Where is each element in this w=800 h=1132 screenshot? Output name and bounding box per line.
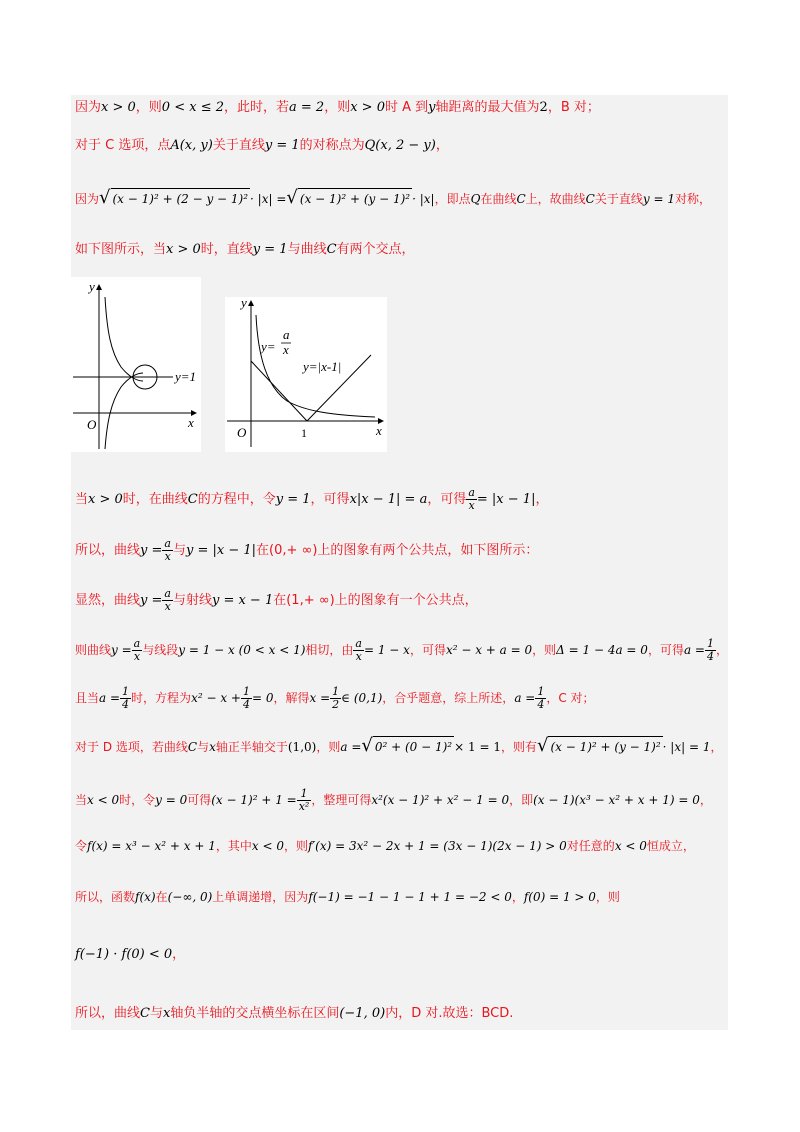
text-segment: 与 bbox=[172, 543, 186, 558]
sqrt-sign: √ bbox=[99, 187, 111, 208]
numerator: 1 bbox=[332, 685, 340, 698]
text-segment: 与线段 bbox=[142, 643, 179, 657]
denominator: x bbox=[164, 600, 171, 613]
denominator: 4 bbox=[122, 698, 130, 711]
graph-a-over-x bbox=[225, 297, 387, 452]
segment-1-minus-x bbox=[251, 361, 307, 421]
text-segment: ，可得 bbox=[427, 492, 467, 507]
text-segment: 所以，函数 bbox=[75, 890, 136, 904]
text-segment: 令 bbox=[75, 839, 88, 853]
text-segment: 在曲线 bbox=[480, 192, 517, 206]
denominator: x bbox=[133, 650, 141, 663]
text-segment: 时，令 bbox=[119, 793, 156, 807]
text-segment: ， bbox=[511, 890, 524, 904]
text-segment: ，B 对； bbox=[547, 100, 600, 115]
text-segment: ，C 对； bbox=[546, 691, 595, 705]
text-segment: 内，D 对.故选：BCD. bbox=[385, 1006, 514, 1021]
denominator: 4 bbox=[537, 698, 545, 711]
math: x bbox=[209, 740, 216, 754]
math: y = 1 bbox=[275, 492, 311, 507]
text-line bbox=[75, 686, 595, 711]
text-line bbox=[75, 136, 449, 156]
text-segment: 且当 bbox=[75, 691, 100, 705]
math: x > 0 bbox=[88, 492, 123, 507]
text-segment: 对于 C 选项，点 bbox=[75, 138, 171, 153]
math: a = 2 bbox=[289, 100, 325, 115]
text-segment: 因为 bbox=[75, 100, 102, 115]
text-segment: ，则 bbox=[316, 740, 341, 754]
math: = 0 bbox=[251, 691, 274, 705]
text-line bbox=[75, 1004, 513, 1024]
text-segment: ，整理可得 bbox=[311, 793, 372, 807]
denominator: 4 bbox=[706, 650, 714, 663]
origin-label: O bbox=[237, 425, 247, 440]
text-line bbox=[75, 736, 723, 757]
math: (x − 1)(x³ − x² + x + 1) = 0 bbox=[533, 793, 700, 807]
graph-curve-c-svg bbox=[71, 277, 201, 452]
math: ∈ (0,1) bbox=[341, 691, 383, 705]
numerator: a bbox=[133, 637, 141, 650]
text-segment: 关于直线 bbox=[212, 138, 265, 153]
text-segment: 恒成立， bbox=[646, 839, 695, 853]
math: C bbox=[187, 492, 198, 507]
abs-label: y=|x-1| bbox=[303, 359, 342, 374]
text-segment: 与射线 bbox=[172, 593, 212, 608]
math: x < 0 bbox=[251, 839, 284, 853]
denominator: x bbox=[355, 650, 362, 663]
text-segment: 时，方程为 bbox=[131, 691, 192, 705]
text-segment: 与 bbox=[149, 1006, 163, 1021]
text-segment: 上，故曲线 bbox=[525, 192, 586, 206]
denominator: 2 bbox=[332, 698, 340, 711]
math: 0 < x ≤ 2 bbox=[161, 100, 224, 115]
origin-label: O bbox=[87, 417, 97, 432]
numerator: 1 bbox=[706, 637, 714, 650]
numerator: a bbox=[164, 587, 171, 600]
sqrt-sign: √ bbox=[536, 735, 549, 756]
text-line bbox=[75, 240, 415, 260]
text-line bbox=[75, 638, 728, 663]
fraction bbox=[241, 686, 252, 711]
math: f(x) bbox=[135, 890, 156, 904]
math: (−∞, 0) bbox=[167, 890, 213, 904]
math: C bbox=[140, 1006, 150, 1021]
fraction bbox=[120, 686, 131, 711]
text-segment: ，则 bbox=[324, 100, 351, 115]
math: y = 1 bbox=[252, 242, 288, 257]
math: A(x, y) bbox=[170, 138, 213, 153]
curve-label-denominator: x bbox=[283, 342, 289, 357]
math: x < 0 bbox=[87, 793, 120, 807]
text-segment: 所以，曲线 bbox=[75, 543, 141, 558]
math: a = bbox=[99, 691, 121, 705]
math: y = 0 bbox=[155, 793, 188, 807]
math: C bbox=[187, 740, 198, 754]
graph-curve-c bbox=[71, 277, 201, 452]
sqrt-sign: √ bbox=[361, 735, 373, 756]
text-segment: 有两个交点， bbox=[336, 242, 415, 257]
denominator: x bbox=[164, 550, 171, 563]
y-axis-label: y bbox=[241, 297, 247, 310]
text-segment: ，其中 bbox=[215, 839, 252, 853]
math: y = |x − 1| bbox=[185, 543, 256, 558]
text-line bbox=[75, 588, 478, 613]
text-segment: 如下图所示，当 bbox=[75, 242, 167, 257]
text-segment: ，则 bbox=[595, 890, 620, 904]
text-segment: ， bbox=[710, 740, 723, 754]
fraction bbox=[162, 588, 173, 613]
text-segment: 时，在曲线 bbox=[122, 492, 188, 507]
text-segment: ，即点 bbox=[434, 192, 471, 206]
math: y = 1 bbox=[264, 138, 300, 153]
text-segment: 在(1,+ ∞)上的图象有一个公共点， bbox=[273, 593, 478, 608]
fraction bbox=[162, 538, 173, 563]
math: · |x| bbox=[412, 192, 435, 206]
math: = 1 − x bbox=[363, 643, 410, 657]
math: a = bbox=[340, 740, 362, 754]
math: C bbox=[326, 242, 337, 257]
text-segment: 则曲线 bbox=[75, 643, 112, 657]
math: x bbox=[162, 1006, 171, 1021]
text-line bbox=[75, 788, 712, 813]
sqrt-sign: √ bbox=[286, 187, 298, 208]
math: f(0) = 1 > 0 bbox=[523, 890, 596, 904]
fraction bbox=[535, 686, 546, 711]
text-segment: ， bbox=[535, 492, 549, 507]
text-segment: 轴负半轴的交点横坐标在区间 bbox=[170, 1006, 340, 1021]
math: (1,0) bbox=[287, 740, 317, 754]
curve-lower bbox=[105, 373, 143, 449]
text-segment: 显然，曲线 bbox=[75, 593, 141, 608]
math: y = bbox=[140, 593, 163, 608]
text-segment: 因为 bbox=[75, 192, 100, 206]
fraction bbox=[466, 487, 477, 512]
denominator: x bbox=[468, 499, 475, 512]
fraction bbox=[297, 788, 312, 813]
fraction bbox=[705, 638, 716, 663]
x-axis-label: x bbox=[188, 415, 194, 430]
text-segment: ，即 bbox=[509, 793, 534, 807]
math: x > 0 bbox=[166, 242, 201, 257]
text-segment: 对任意的 bbox=[566, 839, 615, 853]
tick-label-1: 1 bbox=[301, 426, 307, 440]
text-line bbox=[75, 98, 600, 118]
math: y bbox=[428, 100, 436, 115]
math: · |x| = 1 bbox=[662, 740, 711, 754]
text-line bbox=[75, 945, 185, 965]
math: (−1, 0) bbox=[339, 1006, 386, 1021]
text-segment: 的方程中，令 bbox=[197, 492, 276, 507]
text-line bbox=[75, 887, 620, 907]
math: x > 0 bbox=[350, 100, 385, 115]
denominator: 4 bbox=[242, 698, 250, 711]
math: y = x − 1 bbox=[211, 593, 274, 608]
math: f(−1) = −1 − 1 − 1 + 1 = −2 < 0 bbox=[308, 890, 512, 904]
text-segment: ，可得 bbox=[409, 643, 446, 657]
math: y = bbox=[111, 643, 132, 657]
math: C bbox=[585, 192, 595, 206]
math: f′(x) = 3x² − 2x + 1 = (3x − 1)(2x − 1) > 0 bbox=[308, 839, 567, 853]
text-segment: 在(0,+ ∞)上的图象有两个公共点，如下图所示： bbox=[256, 543, 539, 558]
text-segment: ， bbox=[172, 947, 186, 962]
math: Q(x, 2 − y) bbox=[364, 138, 436, 153]
text-segment: 当 bbox=[75, 793, 88, 807]
math: Δ = 1 − 4a = 0 bbox=[556, 643, 648, 657]
text-segment: 轴正半轴交于 bbox=[215, 740, 288, 754]
math: · |x| = bbox=[250, 192, 287, 206]
text-segment: ，则有 bbox=[500, 740, 537, 754]
math: x > 0 bbox=[101, 100, 136, 115]
math: x|x − 1| = a bbox=[349, 492, 428, 507]
math: 2 bbox=[539, 100, 548, 115]
text-segment: 所以，曲线 bbox=[75, 1006, 141, 1021]
numerator: a bbox=[468, 486, 475, 499]
text-segment: 时 A 到 bbox=[384, 100, 429, 115]
text-line bbox=[75, 487, 548, 512]
math: = |x − 1| bbox=[476, 492, 536, 507]
math: x² − x + a = 0 bbox=[445, 643, 533, 657]
text-segment: ，可得 bbox=[310, 492, 350, 507]
math: f(−1) · f(0) < 0 bbox=[75, 947, 173, 962]
numerator: 1 bbox=[242, 685, 250, 698]
text-segment: 对于 D 选项，若曲线 bbox=[75, 740, 188, 754]
text-segment: 时，直线 bbox=[200, 242, 253, 257]
math: (x − 1)² + (y − 1)² bbox=[548, 736, 662, 757]
text-segment: ，解得 bbox=[273, 691, 310, 705]
math: × 1 = 1 bbox=[454, 740, 501, 754]
math: y = 1 bbox=[642, 192, 675, 206]
fraction bbox=[132, 638, 143, 663]
math: (x − 1)² + (y − 1)² bbox=[298, 188, 412, 209]
curve-label: y= bbox=[261, 339, 276, 354]
text-segment: 轴距离的最大值为 bbox=[435, 100, 540, 115]
numerator: a bbox=[164, 537, 171, 550]
math: y = 1 − x (0 < x < 1) bbox=[178, 643, 306, 657]
math: C bbox=[516, 192, 526, 206]
text-segment: ， bbox=[435, 138, 449, 153]
text-segment: 关于直线 bbox=[594, 192, 643, 206]
text-segment: 对称， bbox=[674, 192, 711, 206]
denominator: x² bbox=[298, 800, 310, 813]
math: y = bbox=[140, 543, 163, 558]
text-segment: 与 bbox=[197, 740, 210, 754]
fraction bbox=[330, 686, 341, 711]
math: x = bbox=[309, 691, 331, 705]
text-segment: ，此时，若 bbox=[224, 100, 290, 115]
math: a = bbox=[683, 643, 705, 657]
text-segment: ，可得 bbox=[647, 643, 684, 657]
text-segment: ， bbox=[715, 643, 728, 657]
math: x²(x − 1)² + x² − 1 = 0 bbox=[371, 793, 510, 807]
numerator: 1 bbox=[537, 685, 545, 698]
text-line bbox=[75, 836, 695, 856]
numerator: a bbox=[355, 637, 362, 650]
text-segment: 在 bbox=[155, 890, 168, 904]
math: a = bbox=[514, 691, 536, 705]
line-label: y=1 bbox=[175, 369, 197, 384]
text-segment: 当 bbox=[75, 492, 89, 507]
text-segment: 可得 bbox=[187, 793, 212, 807]
text-segment: ，则 bbox=[532, 643, 557, 657]
curve-label-numerator: a bbox=[283, 327, 290, 342]
math: (x − 1)² + 1 = bbox=[211, 793, 297, 807]
numerator: 1 bbox=[122, 685, 130, 698]
y-axis-label: y bbox=[89, 279, 95, 294]
math: 0² + (0 − 1)² bbox=[373, 736, 454, 757]
numerator: 1 bbox=[297, 788, 312, 801]
text-line bbox=[75, 538, 538, 563]
math: x < 0 bbox=[614, 839, 647, 853]
text-segment: 的对称点为 bbox=[299, 138, 365, 153]
graph-a-over-x-svg bbox=[225, 297, 387, 452]
text-segment: 上单调递增，因为 bbox=[212, 890, 309, 904]
text-segment: ，则 bbox=[135, 100, 162, 115]
x-axis-label: x bbox=[376, 423, 382, 438]
math: f(x) = x³ − x² + x + 1 bbox=[87, 839, 216, 853]
math: (x − 1)² + (2 − y − 1)² bbox=[111, 188, 251, 209]
math: Q bbox=[470, 192, 481, 206]
math: x² − x + bbox=[191, 691, 241, 705]
text-segment: 与曲线 bbox=[287, 242, 327, 257]
text-segment: ， bbox=[699, 793, 712, 807]
text-segment: ，则 bbox=[284, 839, 309, 853]
text-segment: ，合乎题意，综上所述， bbox=[382, 691, 515, 705]
fraction bbox=[353, 638, 364, 663]
text-segment: 相切，由 bbox=[305, 643, 354, 657]
text-line bbox=[75, 188, 711, 209]
